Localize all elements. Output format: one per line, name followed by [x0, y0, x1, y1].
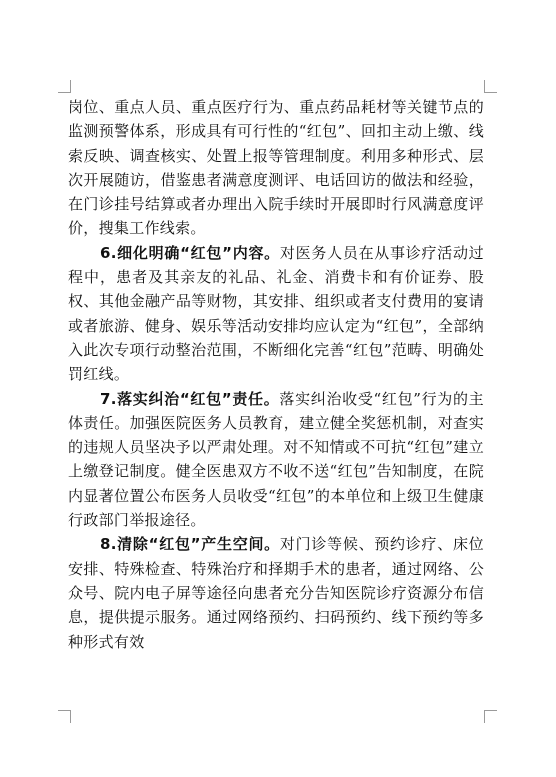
paragraph-item-6 — [68, 241, 484, 387]
paragraph-item-8 — [68, 532, 484, 653]
crop-mark-top-right — [484, 80, 497, 93]
paragraph-continuation — [68, 95, 484, 241]
crop-mark-bottom-right — [484, 710, 497, 723]
paragraph-text: 落实纠治收受“红包”行为的主体责任。加强医院医务人员教育，建立健全奖惩机制，对查实的违规人员坚决予以严肃处理。对不知情或不可抗“红包”建立上缴登记制度。健全医患双方不收不送“红包”告知制度，在院内显著位置公布医务人员收受“红包”的本单位和上级卫生健康行政部门举报途径。 — [68, 389, 484, 530]
paragraph-heading: 7.落实纠治“红包”责任。 — [100, 389, 280, 408]
paragraph-text: 岗位、重点人员、重点医疗行为、重点药品耗材等关键节点的监测预警体系，形成具有可行性的“红包”、回扣主动上缴、线索反映、调查核实、处置上报等管理制度。利用多种形式、层次开展随访，借鉴患者满意度测评、电话回访的做法和经验，在门诊挂号结算或者办理出入院手续时开展即时行风满意度评价，搜集工作线索。 — [68, 98, 484, 238]
paragraph-heading: 6.细化明确“红包”内容。 — [100, 243, 280, 262]
paragraph-heading: 8.清除“红包”产生空间。 — [100, 535, 280, 554]
paragraph-text: 对医务人员在从事诊疗活动过程中，患者及其亲友的礼品、礼金、消费卡和有价证券、股权、其他金融产品等财物，其安排、组织或者支付费用的宴请或者旅游、健身、娱乐等活动安排均应认定为“红包”，全部纳入此次专项行动整治范围，不断细化完善“红包”范畴、明确处罚红线。 — [68, 243, 484, 384]
crop-mark-bottom-left — [58, 710, 71, 723]
document-body — [68, 95, 484, 654]
paragraph-text: 对门诊等候、预约诊疗、床位安排、特殊检查、特殊治疗和择期手术的患者，通过网络、公众号、院内电子屏等途径向患者充分告知医院诊疗资源分布信息，提供提示服务。通过网络预约、扫码预约、线下预约等多种形式有效 — [68, 535, 484, 651]
paragraph-item-7 — [68, 387, 484, 533]
crop-mark-top-left — [58, 80, 71, 93]
